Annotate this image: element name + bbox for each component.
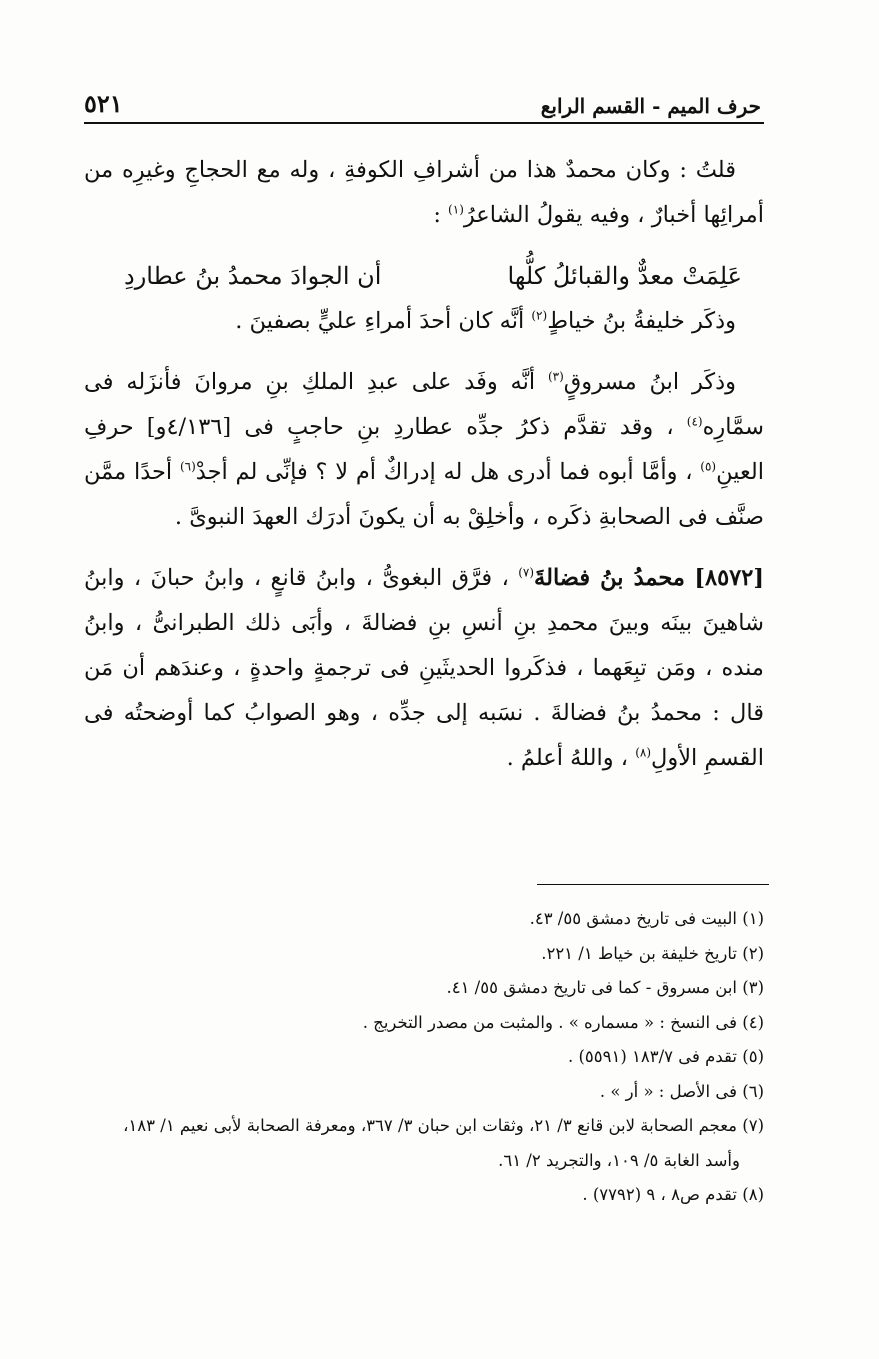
footnote-ref-8: (٨) — [635, 745, 652, 760]
entry-name: محمدُ بنُ فضالةَ — [534, 565, 685, 591]
footnote-separator — [537, 884, 769, 885]
footnote-7-continued-text: وأسد الغابة ٥/ ١٠٩، والتجريد ٢/ ٦١. — [498, 1150, 740, 1170]
header-rule — [84, 122, 764, 124]
paragraph-3-text-e: أحدًا ممَّن صنَّف فى الصحابةِ ذكَره ، وأخلِقْ به أن يكونَ أدرَك العهدَ النبوىَّ . — [84, 459, 764, 530]
footnote-8: (٨) تقدم ص٨ ، ٩ (٧٧٩٢) . — [582, 1185, 764, 1204]
paragraph-1-end: : — [433, 202, 449, 228]
paragraph-2 — [84, 299, 764, 344]
footnote-ref-2: (٢) — [531, 308, 548, 323]
entry-number: [٨٥٧٢] — [694, 565, 764, 591]
verse-second-hemistich: أن الجوادَ محمدُ بنُ عطاردِ — [124, 262, 382, 290]
verse-first-hemistich: عَلِمَتْ معدٌّ والقبائلُ كلُّها — [507, 262, 742, 290]
page-header — [84, 80, 761, 118]
footnote-5: (٥) تقدم فى ١٨٣/٧ (٥٥٩١) . — [567, 1047, 764, 1066]
paragraph-3-text-c: ، وقد تقدَّم ذكرُ جدِّه عطاردِ بنِ حاجبٍ فى [٤/١٣٦و] حرفِ العينِ — [84, 414, 764, 485]
entry-8572 — [84, 556, 764, 781]
paragraph-3-text-d: ، وأمَّا أبوه فما أدرى هل له إدراكٌ أم لا ؟ فإنِّى لم أجدْ — [195, 459, 701, 485]
paragraph-1-text: قلتُ : وكان محمدٌ هذا من أشرافِ الكوفةِ ، وله مع الحجاجِ وغيرِه من أمرائِها أخبارٌ ، وفيه يقولُ الشاعرُ — [84, 157, 764, 228]
footnote-ref-4: (٤) — [686, 414, 703, 429]
paragraph-2-text-a: وذكَر خليفةُ بنُ خياطٍ — [547, 308, 736, 334]
page-number: ٥٢١ — [84, 89, 123, 118]
paragraph-3 — [84, 360, 764, 540]
footnote-ref-6: (٦) — [179, 459, 196, 474]
footnote-ref-1: (١) — [448, 202, 464, 217]
paragraph-3-text-a: وذكَر ابنُ مسروقٍ — [563, 369, 736, 395]
footnote-1: (١) البيت فى تاريخ دمشق ٥٥/ ٤٣. — [529, 909, 764, 928]
footnote-3: (٣) ابن مسروق - كما فى تاريخ دمشق ٥٥/ ٤١. — [446, 978, 764, 997]
footnote-ref-3: (٣) — [547, 369, 564, 384]
footnote-ref-5: (٥) — [700, 459, 717, 474]
footnote-2: (٢) تاريخ خليفة بن خياط ١/ ٢٢١. — [541, 943, 764, 963]
poetry-verse — [84, 254, 764, 299]
footnote-7: (٧) معجم الصحابة لابن قانع ٣/ ٢١، وثقات ابن حبان ٣/ ٣٦٧، ومعرفة الصحابة لأبى نعيم ١/ ١٨٣، — [123, 1116, 764, 1135]
main-text — [84, 148, 764, 797]
running-head: حرف الميم - القسم الرابع — [540, 94, 761, 118]
footnotes — [84, 902, 764, 1213]
paragraph-2-text-b: أنَّه كان أحدَ أمراءِ عليٍّ بصفينَ . — [235, 308, 532, 334]
footnote-4: (٤) فى النسخ : « مسماره » . والمثبت من مصدر التخريج . — [362, 1012, 764, 1032]
footnote-ref-7: (٧) — [518, 565, 535, 580]
paragraph-3-text-b: أنَّه وفَد على عبدِ الملكِ بنِ مروانَ فأنزَله فى سمَّارِه — [84, 369, 764, 440]
entry-end: ، واللهُ أعلمُ . — [506, 745, 636, 771]
entry-text: ، فرَّق البغوىُّ ، وابنُ قانعٍ ، وابنُ حبانَ ، وابنُ شاهينَ بينَه وبينَ محمدِ بنِ أنسِ بنِ فضالةَ ، وأبَى ذلك الطبرانىُّ ، وابنُ منده ، ومَن تبِعَهما ، فذكَروا الحديثَينِ فى ترجمةٍ واحدةٍ ، وعندَهم أن مَن قال : محمدُ بنُ فضالةَ . نسَبه إلى جدِّه ، وهو الصوابُ كما أوضحتُه فى القسمِ الأولِ — [84, 565, 764, 771]
footnote-6: (٦) فى الأصل : « أر » . — [599, 1081, 764, 1101]
footnote-7-continued — [84, 1144, 764, 1179]
paragraph-1 — [84, 148, 764, 238]
